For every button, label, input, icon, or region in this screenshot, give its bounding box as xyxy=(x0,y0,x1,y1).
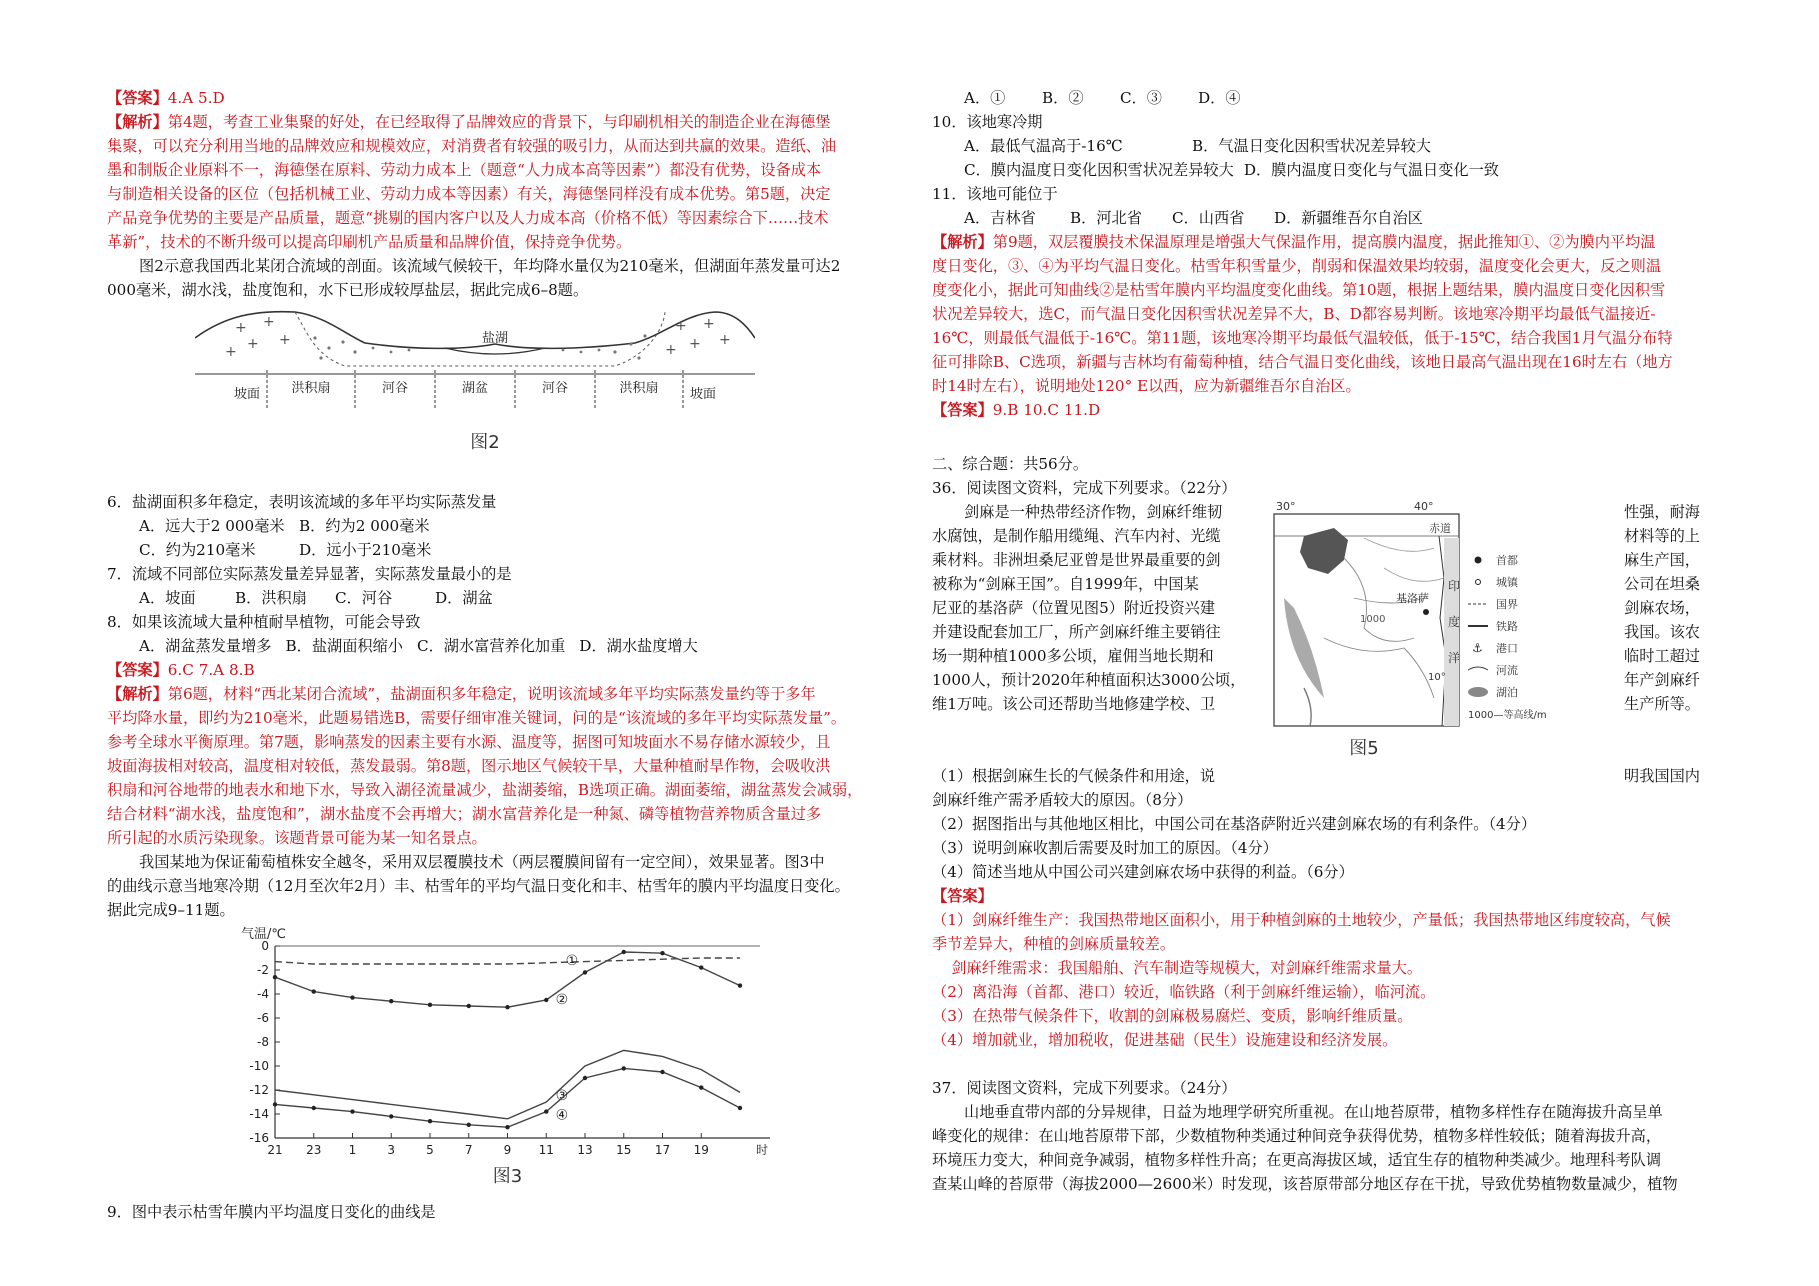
analysis-6-8-line: 平均降水量，即约为210毫米，此题易错选B，需要仔细审准关键词，问的是“该流域的多年平均实际蒸发量”。 xyxy=(107,709,847,727)
option: A．远大于2 000毫米 xyxy=(139,517,285,535)
option: B．气温日变化因积雪状况差异较大 xyxy=(1192,137,1431,155)
fig5-city-label: 基洛萨 xyxy=(1396,592,1429,605)
option: C．膜内温度日变化因积雪状况差异较大 xyxy=(964,161,1234,179)
option: A．坡面 xyxy=(139,589,196,607)
q36-side-line: 生产所等。 xyxy=(1624,695,1700,713)
x-axis-label: 时 xyxy=(755,1143,769,1157)
x-tick-label: 13 xyxy=(577,1143,593,1157)
answer-4-5: 【答案】4.A 5.D xyxy=(107,89,225,107)
data-point xyxy=(312,989,316,993)
fig5-lon-label: 30° xyxy=(1276,500,1296,513)
data-point xyxy=(622,950,626,954)
option: B．约为2 000毫米 xyxy=(299,517,430,535)
data-point xyxy=(505,1125,509,1129)
fig5-map xyxy=(1264,498,1564,762)
figure-2 xyxy=(195,308,755,462)
x-tick-label: 15 xyxy=(616,1143,632,1157)
fig2-lake-label: 盐湖 xyxy=(481,331,509,346)
q36-side-line: 我国。该农 xyxy=(1624,623,1700,641)
fig3-intro-line: 我国某地为保证葡萄植株安全越冬，采用双层覆膜技术（两层覆膜间留有一定空间），效果显著。图3中 xyxy=(139,853,825,871)
fig5-legend-item: 铁路 xyxy=(1496,620,1518,633)
question-36-2: （2）据图指出与其他地区相比，中国公司在基洛萨附近兴建剑麻农场的有利条件。（4分） xyxy=(932,815,1537,833)
q36-text-line: 并建设配套加工厂，所产剑麻纤维主要销往 xyxy=(932,623,1221,641)
answer-36-line: 季节差异大，种植的剑麻质量较差。 xyxy=(932,935,1175,953)
y-tick-label: 0 xyxy=(261,939,269,953)
fig5-legend-contour: 1000—等高线/m xyxy=(1468,710,1547,721)
option: A．① xyxy=(964,89,1006,107)
question-36-block xyxy=(932,500,1722,764)
option: D．湖盆 xyxy=(435,589,493,607)
analysis-6-8-line: 坡面海拔相对较高，温度相对较低，蒸发最弱。第8题，图示地区气候较干旱，大量种植耐旱作物，会吸收洪 xyxy=(107,757,831,775)
series-label: ④ xyxy=(555,1107,569,1124)
answer-36-line: （4）增加就业，增加税收，促进基础（民生）设施建设和经济发展。 xyxy=(932,1031,1398,1049)
y-tick-label: -12 xyxy=(249,1083,269,1097)
fig5-legend-item: 湖泊 xyxy=(1496,686,1518,699)
analysis-4-5-line: 与制造相关设备的区位（包括机械工业、劳动力成本等因素）有关，海德堡同样没有成本优势。第5题，决定 xyxy=(107,185,831,203)
data-point xyxy=(312,1106,316,1110)
option: B．② xyxy=(1042,89,1084,107)
analysis-4-5-line: 革新”，技术的不断升级可以提高印刷机产品质量和品牌价值，保持竞争优势。 xyxy=(107,233,632,251)
analysis-4-5-line: 墨和制版企业原料不一，海德堡在原料、劳动力成本上（题意“人力成本高等因素”）都没有优势，设备成本 xyxy=(107,161,822,179)
analysis-4-5-line: 【解析】第4题，考查工业集聚的好处，在已经取得了品牌效应的背景下，与印刷机相关的制造企业在海德堡 xyxy=(107,113,831,131)
analysis-6-8-line: 【解析】第6题，材料“西北某闭合流域”，盐湖面积多年稳定，说明该流域多年平均实际蒸发量约等于多年 xyxy=(107,685,816,703)
analysis-9-11-line: 时14时左右），说明地处120° E以西，应为新疆维吾尔自治区。 xyxy=(932,377,1361,395)
fig3-caption: 图3 xyxy=(492,1166,523,1187)
fig5-ocean-label: 洋 xyxy=(1448,651,1461,665)
svg-text:+: + xyxy=(675,318,687,334)
answer-36-line: （3）在热带气候条件下，收割的剑麻极易腐烂、变质，影响纤维质量。 xyxy=(932,1007,1413,1025)
option: C．山西省 xyxy=(1172,209,1245,227)
option: A．最低气温高于-16℃ xyxy=(964,137,1123,155)
q36-side-line: 麻生产国， xyxy=(1624,551,1700,569)
answer-36-line: （2）离沿海（首都、港口）较近，临铁路（利于剑麻纤维运输），临河流。 xyxy=(932,983,1436,1001)
right-column xyxy=(932,86,1722,1196)
series-label: ① xyxy=(565,952,579,969)
fig2-intro-line: 000毫米，湖水浅，盐度饱和，水下已形成较厚盐层，据此完成6–8题。 xyxy=(107,281,589,299)
fig2-segment: 河谷 xyxy=(381,381,409,396)
fig5-legend-item: 首都 xyxy=(1496,554,1518,567)
fig2-segment: 河谷 xyxy=(541,381,569,396)
data-point xyxy=(544,1109,548,1113)
q36-text-line: 乘材料。非洲坦桑尼亚曾是世界最重要的剑 xyxy=(932,551,1221,569)
q36-side-line: 剑麻农场， xyxy=(1624,599,1700,617)
svg-text:+: + xyxy=(703,316,715,332)
question-9: 9．图中表示枯雪年膜内平均温度日变化的曲线是 xyxy=(107,1203,436,1221)
data-point xyxy=(660,1070,664,1074)
question-36-3: （3）说明剑麻收割后需要及时加工的原因。（4分） xyxy=(932,839,1278,857)
data-point xyxy=(389,999,393,1003)
fig2-segment: 湖盆 xyxy=(461,381,489,396)
data-point xyxy=(350,1109,354,1113)
question-6-options xyxy=(107,514,897,538)
q36-side-line: 年产剑麻纤 xyxy=(1624,671,1700,689)
q36-text-line: 1000人，预计2020年种植面积达3000公顷， xyxy=(932,671,1246,689)
fig2-cross-section xyxy=(195,308,755,458)
question-37: 37．阅读图文资料，完成下列要求。（24分） xyxy=(932,1079,1237,1097)
analysis-9-11-line: 【解析】第9题，双层覆膜技术保温原理是增强大气保温作用，提高膜内温度，据此推知①、②为膜内平均温 xyxy=(932,233,1656,251)
y-tick-label: -2 xyxy=(257,963,269,977)
question-10-options xyxy=(932,134,1722,158)
question-36-1b: 剑麻纤维产需矛盾较大的原因。（8分） xyxy=(932,791,1193,809)
data-point xyxy=(467,1004,471,1008)
q37-text-line: 查某山峰的苔原带（海拔2000—2600米）时发现，该苔原带部分地区存在干扰，导致优势植物数量减少，植物 xyxy=(932,1175,1678,1193)
option: D．远小于210毫米 xyxy=(299,541,432,559)
x-tick-label: 19 xyxy=(693,1143,709,1157)
option: C．湖水富营养化加重 xyxy=(416,637,566,655)
option: C．③ xyxy=(1120,89,1162,107)
data-point xyxy=(544,998,548,1002)
analysis-6-8-line: 积扇和河谷地带的地表水和地下水，导致入湖径流量减少，盐湖萎缩，B选项正确。湖面萎缩，湖盆蒸发会减弱， xyxy=(107,781,863,799)
question-36-4: （4）简述当地从中国公司兴建剑麻农场中获得的利益。（6分） xyxy=(932,863,1354,881)
q36-side-line: 材料等的上 xyxy=(1624,527,1700,545)
fig3-intro-line: 的曲线示意当地寒冷期（12月至次年2月）丰、枯雪年的平均气温日变化和丰、枯雪年的膜内平均温度日变化。 xyxy=(107,877,850,895)
q36-text-line: 被称为“剑麻王国”。自1999年，中国某 xyxy=(932,575,1199,593)
y-tick-label: -6 xyxy=(257,1011,269,1025)
q36-text-line: 尼亚的基洛萨（位置见图5）附近投资兴建 xyxy=(932,599,1216,617)
x-tick-label: 3 xyxy=(387,1143,396,1157)
left-column xyxy=(107,86,897,1224)
fig2-caption: 图2 xyxy=(470,432,500,453)
y-tick-label: -8 xyxy=(257,1035,269,1049)
x-tick-label: 17 xyxy=(654,1143,671,1157)
series-line-3 xyxy=(275,1050,740,1118)
fig5-caption: 图5 xyxy=(1349,738,1379,759)
data-point xyxy=(583,970,587,974)
x-tick-label: 1 xyxy=(348,1143,357,1157)
q36-side-line: 临时工超过 xyxy=(1624,647,1700,665)
analysis-6-8-line: 结合材料“湖水浅，盐度饱和”，湖水盐度不会再增大；湖水富营养化是一种氮、磷等植物营养物质含量过多 xyxy=(107,805,822,823)
q36-side-line: 公司在坦桑 xyxy=(1624,575,1700,593)
question-8: 8．如果该流域大量种植耐旱植物，可能会导致 xyxy=(107,613,421,631)
data-point xyxy=(505,1005,509,1009)
question-36-side-text xyxy=(1624,500,1734,716)
q36-text-line: 场一期种植1000多公顷，雇佣当地长期和 xyxy=(932,647,1214,665)
y-tick-label: -10 xyxy=(249,1059,269,1073)
fig3-intro-line: 据此完成9–11题。 xyxy=(107,901,235,919)
data-point xyxy=(273,975,277,979)
option: B．洪积扇 xyxy=(235,589,307,607)
question-10: 10．该地寒冷期 xyxy=(932,113,1043,131)
q36-text-line: 剑麻是一种热带经济作物，剑麻纤维韧 xyxy=(964,503,1223,521)
data-point xyxy=(660,951,664,955)
svg-text:+: + xyxy=(225,344,237,360)
y-axis-label: 气温/℃ xyxy=(241,927,286,942)
fig5-legend-item: 城镇 xyxy=(1496,576,1518,589)
q37-text-line: 环境压力变大，种间竞争减弱，植物多样性升高；在更高海拔区域，适宜生存的植物种类减少。地理科考队调 xyxy=(932,1151,1661,1169)
x-tick-label: 7 xyxy=(464,1143,473,1157)
question-36-text xyxy=(932,500,1246,716)
answer-36-line: 剑麻纤维需求：我国船舶、汽车制造等规模大，对剑麻纤维需求量大。 xyxy=(932,959,1423,977)
question-9-options xyxy=(932,86,1722,110)
question-11-options xyxy=(932,206,1722,230)
series-label: ② xyxy=(555,992,569,1008)
analysis-4-5-line: 产品竞争优势的主要是产品质量，题意“挑剔的国内客户以及人力成本高（价格不低）等因素综合下……技术 xyxy=(107,209,829,227)
option: A．吉林省 xyxy=(964,209,1036,227)
data-point xyxy=(428,1003,432,1007)
question-36: 36．阅读图文资料，完成下列要求。（22分） xyxy=(932,479,1237,497)
svg-text:+: + xyxy=(665,342,677,358)
question-10-options xyxy=(932,158,1722,182)
question-6-options xyxy=(107,538,897,562)
data-point xyxy=(622,1066,626,1070)
analysis-6-8-line: 所引起的水质污染现象。该题背景可能为某一知名景点。 xyxy=(107,829,487,847)
x-tick-label: 23 xyxy=(306,1143,322,1157)
series-line-1 xyxy=(275,958,740,964)
fig5-lon-label: 40° xyxy=(1414,500,1434,513)
analysis-4-5-line: 集聚，可以充分利用当地的品牌效应和规模效应，对消费者有较强的吸引力，从而达到共赢的效果。造纸、油 xyxy=(107,137,836,155)
svg-text:+: + xyxy=(247,336,259,352)
analysis-9-11-line: 度变化小，据此可知曲线②是枯雪年膜内平均温度变化曲线。第10题，根据上题结果，膜内温度日变化因积雪 xyxy=(932,281,1666,299)
analysis-9-11-line: 度日变化，③、④为平均气温日变化。枯雪年积雪量少，削弱和保温效果均较弱，温度变化会更大，反之则温 xyxy=(932,257,1661,275)
section-2-heading: 二、综合题：共56分。 xyxy=(932,455,1089,473)
svg-text:+: + xyxy=(279,332,291,348)
fig5-equator-label: 赤道 xyxy=(1429,522,1451,535)
figure-5 xyxy=(1264,498,1564,766)
fig2-intro-line: 图2示意我国西北某闭合流域的剖面。该流域气候较干，年均降水量仅为210毫米，但湖面年蒸发量可达2 xyxy=(139,257,841,275)
x-tick-label: 21 xyxy=(267,1143,283,1157)
data-point xyxy=(738,1106,742,1110)
option: B．河北省 xyxy=(1070,209,1142,227)
analysis-9-11-line: 征可排除B、C选项，新疆与吉林均有葡萄种植，结合气温日变化曲线，该地日最高气温出现在16时左右（地方 xyxy=(932,353,1673,371)
option: D．④ xyxy=(1198,89,1241,107)
data-point xyxy=(699,1085,703,1089)
q36-side-line: 性强，耐海 xyxy=(1624,503,1700,521)
fig5-legend-item: 国界 xyxy=(1496,598,1518,611)
fig5-contour-label: 1000 xyxy=(1360,614,1386,625)
fig3-line-chart xyxy=(235,924,795,1194)
fig5-lat-label: 10° xyxy=(1428,672,1446,683)
option: C．约为210毫米 xyxy=(139,541,256,559)
data-point xyxy=(738,983,742,987)
question-8-options xyxy=(107,634,897,658)
q37-text-line: 峰变化的规律：在山地苔原带下部，少数植物种类通过种间竞争获得优势，植物多样性较低；随着海拔升高， xyxy=(932,1127,1661,1145)
fig2-segment: 洪积扇 xyxy=(291,381,331,396)
fig5-legend-item: 河流 xyxy=(1496,664,1518,677)
question-36-1: （1）根据剑麻生长的气候条件和用途，说 明我国国内 xyxy=(932,767,1700,785)
svg-text:+: + xyxy=(235,320,247,336)
data-point xyxy=(350,995,354,999)
y-tick-label: -16 xyxy=(249,1131,269,1145)
q37-text-line: 山地垂直带内部的分异规律，日益为地理学研究所重视。在山地苔原带，植物多样性存在随海拔升高呈单 xyxy=(964,1103,1663,1121)
option: C．河谷 xyxy=(335,589,393,607)
x-tick-label: 9 xyxy=(503,1143,512,1157)
analysis-9-11-line: 状况差异较大，选C，而气温日变化因积雪状况差异不大，B、D都容易判断。该地寒冷期平均最低气温接近- xyxy=(932,305,1656,323)
x-tick-label: 11 xyxy=(538,1143,554,1157)
svg-text:⚓: ⚓ xyxy=(1472,641,1483,655)
option: D．膜内温度日变化与气温日变化一致 xyxy=(1243,161,1499,179)
y-tick-label: -4 xyxy=(257,987,269,1001)
fig5-legend-item: 港口 xyxy=(1496,642,1518,655)
question-11: 11．该地可能位于 xyxy=(932,185,1058,203)
answer-36-line: （1）剑麻纤维生产：我国热带地区面积小，用于种植剑麻的土地较少，产量低；我国热带地区纬度较高，气候 xyxy=(932,911,1671,929)
x-tick-label: 5 xyxy=(426,1143,434,1157)
figure-3 xyxy=(235,924,795,1198)
analysis-6-8-line: 参考全球水平衡原理。第7题，影响蒸发的因素主要有水源、温度等，据图可知坡面水不易存储水源较少，且 xyxy=(107,733,831,751)
data-point xyxy=(699,965,703,969)
data-point xyxy=(389,1114,393,1118)
y-tick-label: -14 xyxy=(249,1107,269,1121)
question-7-options xyxy=(107,586,897,610)
option: D．湖水盐度增大 xyxy=(579,637,698,655)
data-point xyxy=(428,1119,432,1123)
fig5-ocean-label: 度 xyxy=(1448,615,1461,629)
fig2-segment: 坡面 xyxy=(233,387,261,402)
svg-text:+: + xyxy=(263,314,275,330)
svg-text:+: + xyxy=(719,332,731,348)
svg-text:+: + xyxy=(689,336,701,352)
answer-6-8: 【答案】6.C 7.A 8.B xyxy=(107,661,255,679)
fig2-segment: 坡面 xyxy=(689,387,717,402)
answer-36-label: 【答案】 xyxy=(932,887,993,905)
data-point xyxy=(583,1076,587,1080)
analysis-9-11-line: 16℃，则最低气温低于-16℃。第11题，该地寒冷期平均最低气温较低，低于-15℃，结合我国1月气温分布特 xyxy=(932,329,1673,347)
series-label: ③ xyxy=(555,1088,569,1104)
fig2-segment: 洪积扇 xyxy=(619,381,659,396)
option: A．湖盆蒸发量增多 xyxy=(139,637,272,655)
q36-text-line: 维1万吨。该公司还帮助当地修建学校、卫 xyxy=(932,695,1216,713)
answer-9-11-line: 【答案】9.B 10.C 11.D xyxy=(932,401,1101,419)
data-point xyxy=(273,1102,277,1106)
question-6: 6．盐湖面积多年稳定，表明该流域的多年平均实际蒸发量 xyxy=(107,493,497,511)
option: B．盐湖面积缩小 xyxy=(285,637,403,655)
question-7: 7．流域不同部位实际蒸发量差异显著，实际蒸发量最小的是 xyxy=(107,565,512,583)
option: D．新疆维吾尔自治区 xyxy=(1274,209,1423,227)
series-line-2 xyxy=(275,952,740,1007)
data-point xyxy=(467,1123,471,1127)
q36-text-line: 水腐蚀，是制作船用缆绳、汽车内衬、光缆 xyxy=(932,527,1221,545)
fig5-ocean-label: 印 xyxy=(1448,579,1461,593)
